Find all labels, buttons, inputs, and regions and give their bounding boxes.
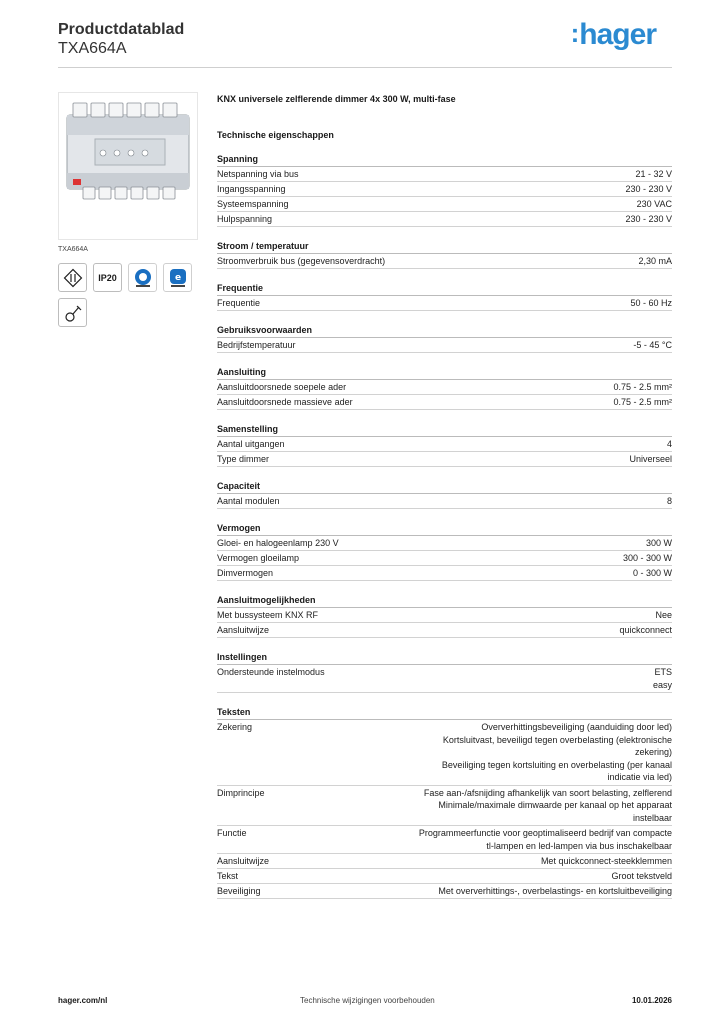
spec-value [424, 786, 672, 826]
spec-label: Systeemspanning [217, 199, 289, 209]
spec-section [217, 239, 672, 269]
spec-label: Gloei- en halogeenlamp 230 V [217, 538, 339, 548]
spec-label: Hulpspanning [217, 214, 273, 224]
section-title: Frequentie [217, 281, 672, 296]
spec-value: 0.75 - 2.5 mm² [613, 382, 672, 392]
spec-panel [217, 94, 672, 899]
section-title: Stroom / temperatuur [217, 239, 672, 254]
spec-row [217, 551, 672, 566]
page-header [58, 20, 672, 68]
spec-label: Zekering [217, 722, 253, 732]
spec-value: 0 - 300 W [632, 568, 672, 578]
section-title: Vermogen [217, 521, 672, 536]
spec-value: quickconnect [619, 625, 672, 635]
footer-disclaimer: Technische wijzigingen voorbehouden [300, 996, 435, 1005]
spec-label: Ondersteunde instelmodus [217, 667, 325, 677]
spec-value-line: tl-lampen en led-lampen via bus inschakelbaar [486, 840, 672, 851]
spec-row [217, 452, 672, 467]
spec-row [217, 665, 672, 693]
spec-label: Frequentie [217, 298, 261, 308]
spec-row [217, 720, 672, 786]
product-code: TXA664A [58, 40, 127, 57]
spec-value: 230 VAC [636, 199, 672, 209]
spec-row [217, 854, 672, 869]
logo-text: hager [579, 18, 656, 51]
product-panel [58, 92, 198, 327]
spec-value-line: Minimale/maximale dimwaarde per kanaal op het apparaat [438, 800, 672, 810]
spec-label: Aansluitdoorsnede massieve ader [217, 397, 353, 407]
spec-label: Tekst [217, 871, 239, 881]
spec-value: 2,30 mA [638, 256, 672, 266]
spec-section [217, 152, 672, 227]
spec-section [217, 705, 672, 899]
section-title: Spanning [217, 152, 672, 167]
quality-mark-icon [128, 263, 157, 292]
spec-value [653, 665, 672, 692]
spec-label: Aansluitwijze [217, 625, 270, 635]
footer-website: hager.com/nl [58, 996, 108, 1005]
spec-value-line: Kortsluitvast, beveiligd tegen overbelasting (elektronische [442, 734, 672, 745]
spec-label: Dimvermogen [217, 568, 274, 578]
section-title: Aansluiting [217, 365, 672, 380]
spec-value: Met oververhittings-, overbelastings- en kortsluitbeveiliging [438, 886, 672, 896]
spec-section [217, 593, 672, 638]
spec-row [217, 623, 672, 638]
spec-value: Met quickconnect-steekklemmen [540, 856, 672, 866]
page-title: Productdatablad [58, 21, 185, 38]
insulation-class-icon [58, 263, 87, 292]
spec-row [217, 296, 672, 311]
section-title: Aansluitmogelijkheden [217, 593, 672, 608]
section-title: Samenstelling [217, 422, 672, 437]
section-title: Teksten [217, 705, 672, 720]
spec-label: Vermogen gloeilamp [217, 553, 300, 563]
spec-value: 300 W [645, 538, 672, 548]
spec-row [217, 212, 672, 227]
spec-value: Groot tekstveld [611, 871, 672, 881]
spec-row [217, 167, 672, 182]
spec-section [217, 521, 672, 581]
spec-label: Aansluitdoorsnede soepele ader [217, 382, 347, 392]
spec-sections [217, 152, 672, 899]
spec-value-line: Beveiliging tegen kortsluiting en overbelasting (per kanaal [441, 759, 672, 770]
spec-row [217, 884, 672, 899]
spec-label: Netspanning via bus [217, 169, 299, 179]
spec-label: Dimprincipe [217, 787, 265, 798]
spec-value [419, 826, 672, 853]
product-image [58, 92, 198, 240]
spec-value: 21 - 32 V [635, 169, 672, 179]
section-title: Capaciteit [217, 479, 672, 494]
spec-value: 4 [666, 439, 672, 449]
spec-row [217, 182, 672, 197]
spec-section [217, 365, 672, 410]
spec-row [217, 608, 672, 623]
spec-row [217, 536, 672, 551]
spec-value-line: Fase aan-/afsnijding afhankelijk van soort belasting, zelflerend [423, 787, 672, 798]
spec-value: 50 - 60 Hz [630, 298, 672, 308]
spec-label: Aantal modulen [217, 496, 280, 506]
page-footer [58, 996, 672, 1016]
spec-row [217, 786, 672, 827]
spec-label: Met bussysteem KNX RF [217, 610, 319, 620]
spec-label: Bedrijfstemperatuur [217, 340, 296, 350]
spec-section [217, 281, 672, 311]
spec-row [217, 494, 672, 509]
spec-value: -5 - 45 °C [633, 340, 672, 350]
spec-row [217, 566, 672, 581]
section-title: Gebruiksvoorwaarden [217, 323, 672, 338]
spec-row [217, 254, 672, 269]
certification-icons [58, 263, 198, 327]
spec-row [217, 395, 672, 410]
knx-easy-icon [163, 263, 192, 292]
spec-row [217, 869, 672, 884]
spec-value-line: Programmeerfunctie voor geoptimaliseerd bedrijf van compacte [418, 828, 672, 838]
hager-logo: :hager [570, 18, 656, 51]
footer-date: 10.01.2026 [631, 996, 672, 1005]
section-title: Instellingen [217, 650, 672, 665]
spec-section [217, 650, 672, 693]
spec-value: 8 [666, 496, 672, 506]
product-name: KNX universele zelflerende dimmer 4x 300 W, multi-fase [217, 94, 456, 104]
installation-icon [58, 298, 87, 327]
spec-value: 300 - 300 W [622, 553, 672, 563]
svg-text:e: e [174, 272, 181, 283]
spec-value: 230 - 230 V [625, 214, 672, 224]
spec-value-line: zekering) [634, 747, 672, 757]
product-caption: TXA664A [58, 246, 88, 253]
spec-value-line: Oververhittingsbeveiliging (aanduiding door led) [481, 722, 672, 732]
spec-value: 230 - 230 V [625, 184, 672, 194]
spec-value-line: instelbaar [632, 812, 672, 823]
spec-section [217, 323, 672, 353]
spec-label: Beveiliging [217, 886, 261, 896]
spec-label: Functie [217, 828, 247, 838]
spec-row [217, 826, 672, 854]
spec-value-line: easy [652, 679, 672, 690]
spec-label: Aantal uitgangen [217, 439, 285, 449]
spec-section [217, 422, 672, 467]
spec-value: 0.75 - 2.5 mm² [613, 397, 672, 407]
spec-label: Type dimmer [217, 454, 270, 464]
spec-value: Nee [655, 610, 672, 620]
spec-value-line: ETS [654, 667, 672, 677]
spec-section [217, 479, 672, 509]
spec-label: Aansluitwijze [217, 856, 270, 866]
spec-row [217, 197, 672, 212]
spec-label: Stroomverbruik bus (gegevensoverdracht) [217, 256, 386, 266]
spec-row [217, 338, 672, 353]
spec-value-line: indicatie via led) [607, 772, 672, 782]
spec-row [217, 380, 672, 395]
spec-value [442, 720, 672, 785]
tech-heading: Technische eigenschappen [217, 130, 334, 140]
spec-value: Universeel [629, 454, 672, 464]
spec-row [217, 437, 672, 452]
spec-label: Ingangsspanning [217, 184, 286, 194]
ip20-icon: IP20 [93, 263, 122, 292]
